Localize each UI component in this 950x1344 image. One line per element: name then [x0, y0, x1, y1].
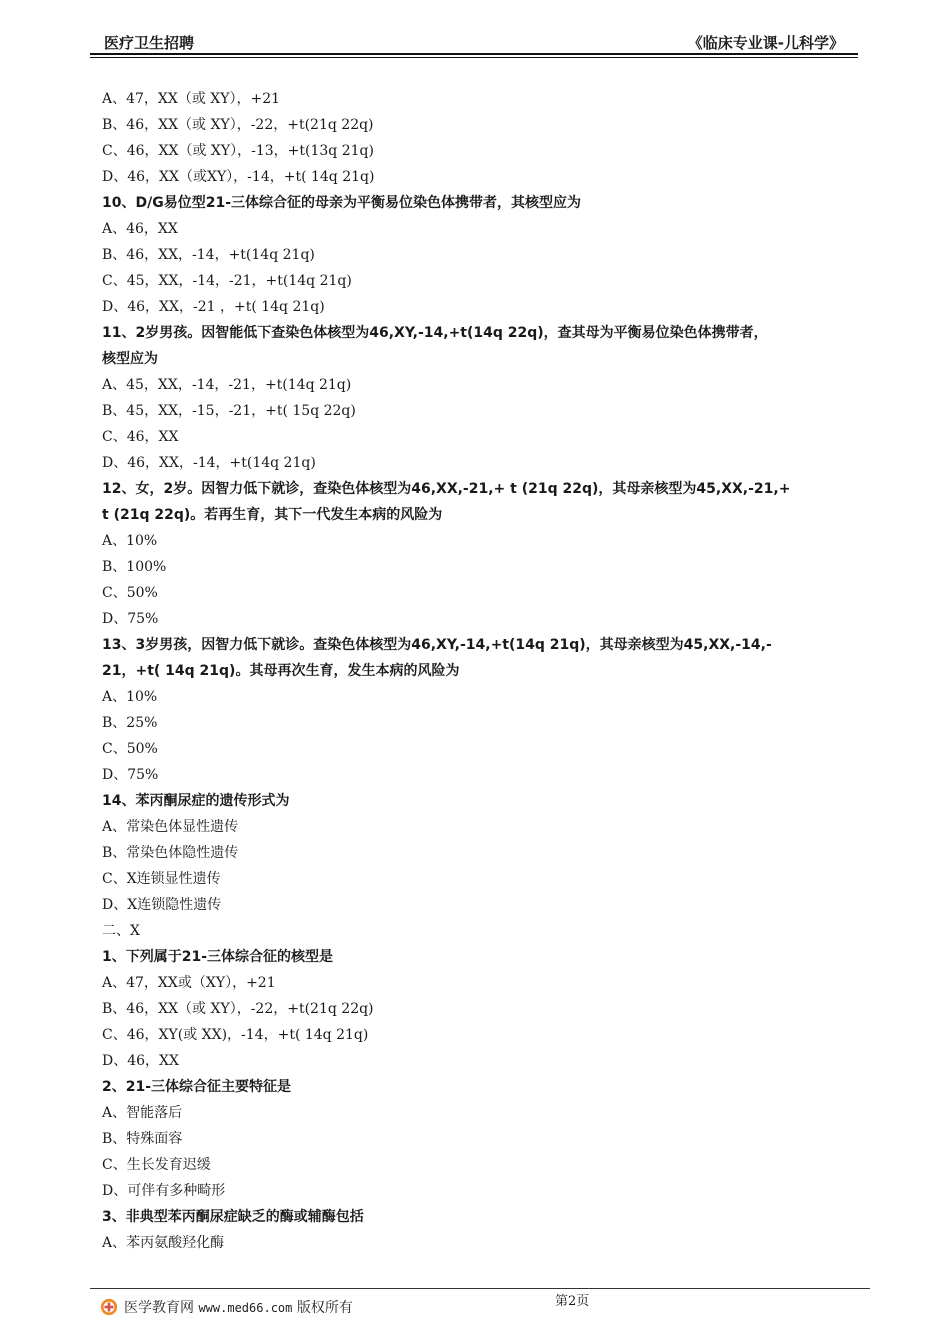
document-body	[102, 86, 854, 1256]
footer-url[interactable]: www.med66.com	[198, 1301, 293, 1315]
option-line: C、46，XX	[102, 429, 179, 445]
question-line: 3、非典型苯丙酮尿症缺乏的酶或辅酶包括	[102, 1209, 364, 1225]
question-line: 21，+t( 14q 21q)。其母再次生育，发生本病的风险为	[102, 663, 460, 679]
question-line: 11、2岁男孩。因智能低下查染色体核型为46,XY,-14,+t(14q 22q)，查其母为平衡易位染色体携带者，	[102, 325, 768, 341]
option-line: A、47，XX（或 XY），+21	[102, 91, 281, 107]
question-line: 1、下列属于21-三体综合征的核型是	[102, 949, 334, 965]
option-line: A、45，XX，-14，-21，+t(14q 21q)	[102, 377, 352, 393]
question-line: 13、3岁男孩，因智力低下就诊。查染色体核型为46,XY,-14,+t(14q 21q)，其母亲核型为45,XX,-14,-	[102, 637, 772, 653]
option-line: D、46，XX，-14，+t(14q 21q)	[102, 455, 316, 471]
option-line: D、46，XX（或XY），-14，+t( 14q 21q)	[102, 169, 375, 185]
question-line: 12、女，2岁。因智力低下就诊，查染色体核型为46,XX,-21,+ t (21q 22q)，其母亲核型为45,XX,-21,+	[102, 481, 791, 497]
option-line: A、10%	[102, 689, 158, 705]
page-footer	[100, 1296, 353, 1318]
option-line: D、46，XX	[102, 1053, 179, 1069]
header-course: 《临床专业课-儿科学》	[687, 34, 844, 52]
option-line: 二、X	[102, 923, 140, 939]
question-line: t (21q 22q)。若再生育，其下一代发生本病的风险为	[102, 507, 443, 523]
header-rule	[90, 53, 858, 55]
page-header	[90, 24, 858, 54]
option-line: B、46，XX（或 XY），-22，+t(21q 22q)	[102, 117, 374, 133]
header-title: 医疗卫生招聘	[104, 34, 195, 52]
option-line: A、常染色体显性遗传	[102, 819, 239, 835]
option-line: C、45，XX，-14，-21，+t(14q 21q)	[102, 273, 352, 289]
option-line: B、45，XX，-15，-21，+t( 15q 22q)	[102, 403, 356, 419]
question-line: 14、苯丙酮尿症的遗传形式为	[102, 793, 290, 809]
med66-logo-icon	[100, 1298, 118, 1316]
option-line: A、46，XX	[102, 221, 178, 237]
option-line: A、智能落后	[102, 1105, 183, 1121]
option-line: A、47，XX或（XY），+21	[102, 975, 276, 991]
option-line: C、50%	[102, 585, 158, 601]
footer-rights: 版权所有	[296, 1300, 353, 1316]
option-line: B、46，XX，-14，+t(14q 21q)	[102, 247, 315, 263]
option-line: C、46，XX（或 XY），-13，+t(13q 21q)	[102, 143, 374, 159]
question-line: 核型应为	[102, 351, 158, 367]
option-line: C、50%	[102, 741, 158, 757]
option-line: D、75%	[102, 767, 159, 783]
option-line: C、生长发育迟缓	[102, 1157, 211, 1173]
option-line: D、X连锁隐性遗传	[102, 897, 222, 913]
footer-text	[124, 1297, 353, 1317]
option-line: D、75%	[102, 611, 159, 627]
option-line: B、25%	[102, 715, 158, 731]
option-line: B、特殊面容	[102, 1131, 183, 1147]
option-line: D、46，XX，-21 ，+t( 14q 21q)	[102, 299, 325, 315]
option-line: B、46，XX（或 XY），-22，+t(21q 22q)	[102, 1001, 374, 1017]
option-line: C、46，XY(或 XX)，-14，+t( 14q 21q)	[102, 1027, 369, 1043]
question-line: 10、D/G易位型21-三体综合征的母亲为平衡易位染色体携带者，其核型应为	[102, 195, 581, 211]
header-rule-thin	[90, 57, 858, 58]
option-line: B、常染色体隐性遗传	[102, 845, 239, 861]
footer-rule	[90, 1288, 870, 1289]
option-line: B、100%	[102, 559, 167, 575]
page-number: 第2页	[555, 1294, 590, 1309]
option-line: A、10%	[102, 533, 158, 549]
footer-site-name: 医学教育网	[124, 1300, 194, 1316]
option-line: C、X连锁显性遗传	[102, 871, 221, 887]
question-line: 2、21-三体综合征主要特征是	[102, 1079, 292, 1095]
option-line: A、苯丙氨酸羟化酶	[102, 1235, 225, 1251]
option-line: D、可伴有多种畸形	[102, 1183, 226, 1199]
